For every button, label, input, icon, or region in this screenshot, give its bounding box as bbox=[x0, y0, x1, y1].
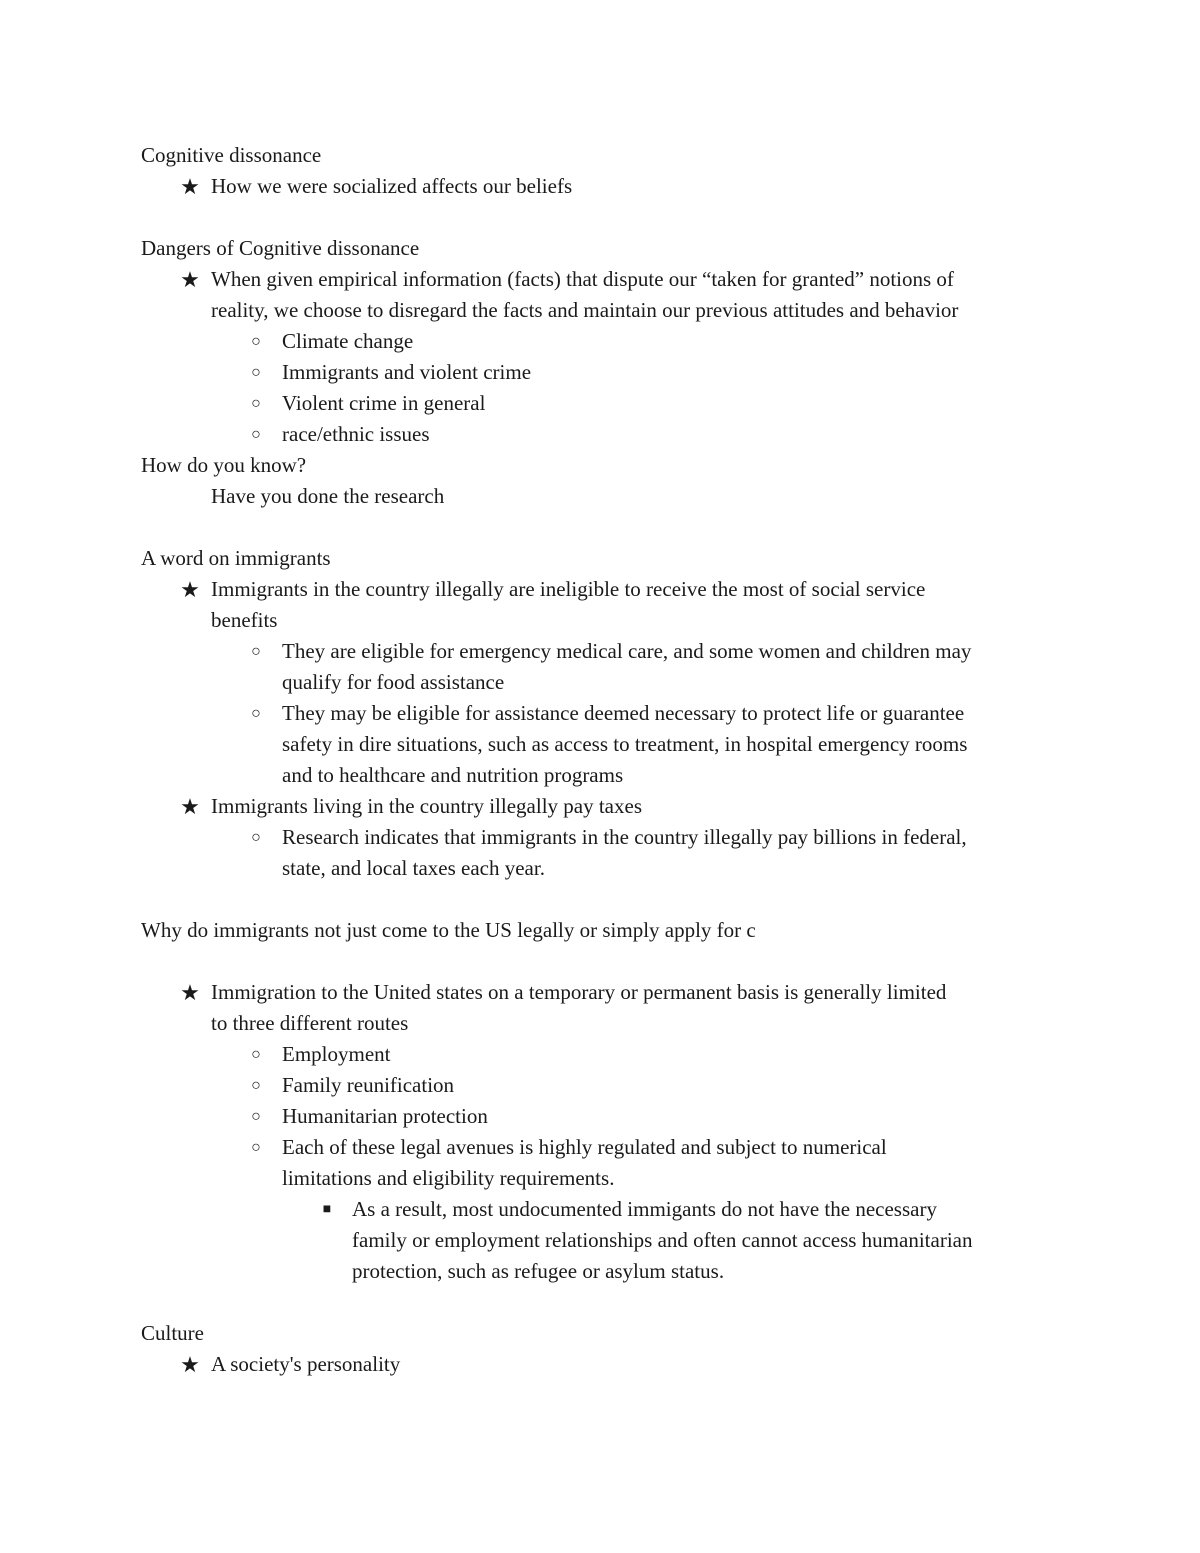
hollow-circle-bullet-icon: ○ bbox=[251, 1139, 261, 1156]
star-bullet-icon: ★ bbox=[180, 577, 200, 602]
list-item-continuation bbox=[141, 667, 1071, 698]
list-item-continuation bbox=[141, 1225, 1071, 1256]
list-item bbox=[141, 171, 1071, 202]
heading-line bbox=[141, 140, 1071, 171]
line-text: Immigrants in the country illegally are ineligible to receive the most of social service bbox=[211, 577, 926, 601]
list-item bbox=[141, 822, 1071, 853]
list-item bbox=[141, 698, 1071, 729]
star-bullet-icon: ★ bbox=[180, 1352, 200, 1377]
list-item-continuation bbox=[141, 729, 1071, 760]
list-item bbox=[141, 264, 1071, 295]
blank-line bbox=[141, 1287, 1071, 1318]
list-item bbox=[141, 1101, 1071, 1132]
star-bullet-icon: ★ bbox=[180, 174, 200, 199]
line-text: When given empirical information (facts) that dispute our “taken for granted” notions of bbox=[211, 267, 954, 291]
blank-line bbox=[141, 946, 1071, 977]
list-item-continuation bbox=[141, 295, 1071, 326]
line-text: reality, we choose to disregard the facts and maintain our previous attitudes and behavior bbox=[211, 298, 959, 322]
list-item bbox=[141, 357, 1071, 388]
star-bullet-icon: ★ bbox=[180, 980, 200, 1005]
list-item bbox=[141, 636, 1071, 667]
line-text: family or employment relationships and often cannot access humanitarian bbox=[352, 1228, 973, 1252]
hollow-circle-bullet-icon: ○ bbox=[251, 333, 261, 350]
line-text: race/ethnic issues bbox=[282, 422, 430, 446]
line-text: Research indicates that immigrants in the country illegally pay billions in federal, bbox=[282, 825, 967, 849]
list-item bbox=[141, 1349, 1071, 1380]
line-text: Immigration to the United states on a temporary or permanent basis is generally limited bbox=[211, 980, 947, 1004]
list-item bbox=[141, 574, 1071, 605]
list-item bbox=[141, 1194, 1071, 1225]
star-bullet-icon: ★ bbox=[180, 794, 200, 819]
list-item bbox=[141, 977, 1071, 1008]
line-text: benefits bbox=[211, 608, 278, 632]
heading-line bbox=[141, 450, 1071, 481]
line-text: safety in dire situations, such as access to treatment, in hospital emergency rooms bbox=[282, 732, 968, 756]
list-item-continuation bbox=[141, 853, 1071, 884]
hollow-circle-bullet-icon: ○ bbox=[251, 1046, 261, 1063]
list-item-continuation bbox=[141, 605, 1071, 636]
line-text: A society's personality bbox=[211, 1352, 401, 1376]
line-text: Dangers of Cognitive dissonance bbox=[141, 236, 420, 260]
line-text: protection, such as refugee or asylum status. bbox=[352, 1259, 725, 1283]
line-text: Why do immigrants not just come to the US legally or simply apply for c bbox=[141, 918, 756, 942]
list-item bbox=[141, 388, 1071, 419]
hollow-circle-bullet-icon: ○ bbox=[251, 829, 261, 846]
heading-line bbox=[141, 915, 1071, 946]
list-item-continuation bbox=[141, 1008, 1071, 1039]
line-text: How do you know? bbox=[141, 453, 307, 477]
list-item bbox=[141, 791, 1071, 822]
line-text: As a result, most undocumented immigants do not have the necessary bbox=[352, 1197, 937, 1221]
line-text: Immigrants living in the country illegally pay taxes bbox=[211, 794, 642, 818]
line-text: qualify for food assistance bbox=[282, 670, 505, 694]
blank-line bbox=[141, 884, 1071, 915]
line-text: limitations and eligibility requirements. bbox=[282, 1166, 615, 1190]
hollow-circle-bullet-icon: ○ bbox=[251, 364, 261, 381]
hollow-circle-bullet-icon: ○ bbox=[251, 1077, 261, 1094]
line-text: to three different routes bbox=[211, 1011, 409, 1035]
line-text: Cognitive dissonance bbox=[141, 143, 322, 167]
list-item-continuation bbox=[141, 481, 1071, 512]
heading-line bbox=[141, 543, 1071, 574]
line-text: A word on immigrants bbox=[141, 546, 331, 570]
hollow-circle-bullet-icon: ○ bbox=[251, 426, 261, 443]
line-text: How we were socialized affects our beliefs bbox=[211, 174, 573, 198]
hollow-circle-bullet-icon: ○ bbox=[251, 705, 261, 722]
blank-line bbox=[141, 202, 1071, 233]
line-text: Have you done the research bbox=[211, 484, 445, 508]
hollow-circle-bullet-icon: ○ bbox=[251, 395, 261, 412]
line-text: Employment bbox=[282, 1042, 391, 1066]
line-text: Culture bbox=[141, 1321, 204, 1345]
list-item bbox=[141, 1132, 1071, 1163]
blank-line bbox=[141, 512, 1071, 543]
line-text: Family reunification bbox=[282, 1073, 455, 1097]
heading-line bbox=[141, 233, 1071, 264]
line-text: Violent crime in general bbox=[282, 391, 486, 415]
line-text: Immigrants and violent crime bbox=[282, 360, 532, 384]
line-text: state, and local taxes each year. bbox=[282, 856, 545, 880]
star-bullet-icon: ★ bbox=[180, 267, 200, 292]
document-body bbox=[141, 140, 1071, 1380]
line-text: Humanitarian protection bbox=[282, 1104, 488, 1128]
list-item-continuation bbox=[141, 1256, 1071, 1287]
line-text: They may be eligible for assistance deemed necessary to protect life or guarantee bbox=[282, 701, 965, 725]
heading-line bbox=[141, 1318, 1071, 1349]
line-text: and to healthcare and nutrition programs bbox=[282, 763, 624, 787]
list-item bbox=[141, 326, 1071, 357]
list-item-continuation bbox=[141, 1163, 1071, 1194]
list-item-continuation bbox=[141, 760, 1071, 791]
line-text: Climate change bbox=[282, 329, 414, 353]
list-item bbox=[141, 1070, 1071, 1101]
hollow-circle-bullet-icon: ○ bbox=[251, 1108, 261, 1125]
list-item bbox=[141, 419, 1071, 450]
list-item bbox=[141, 1039, 1071, 1070]
line-text: They are eligible for emergency medical care, and some women and children may bbox=[282, 639, 972, 663]
square-bullet-icon: ■ bbox=[322, 1202, 332, 1217]
line-text: Each of these legal avenues is highly regulated and subject to numerical bbox=[282, 1135, 887, 1159]
hollow-circle-bullet-icon: ○ bbox=[251, 643, 261, 660]
